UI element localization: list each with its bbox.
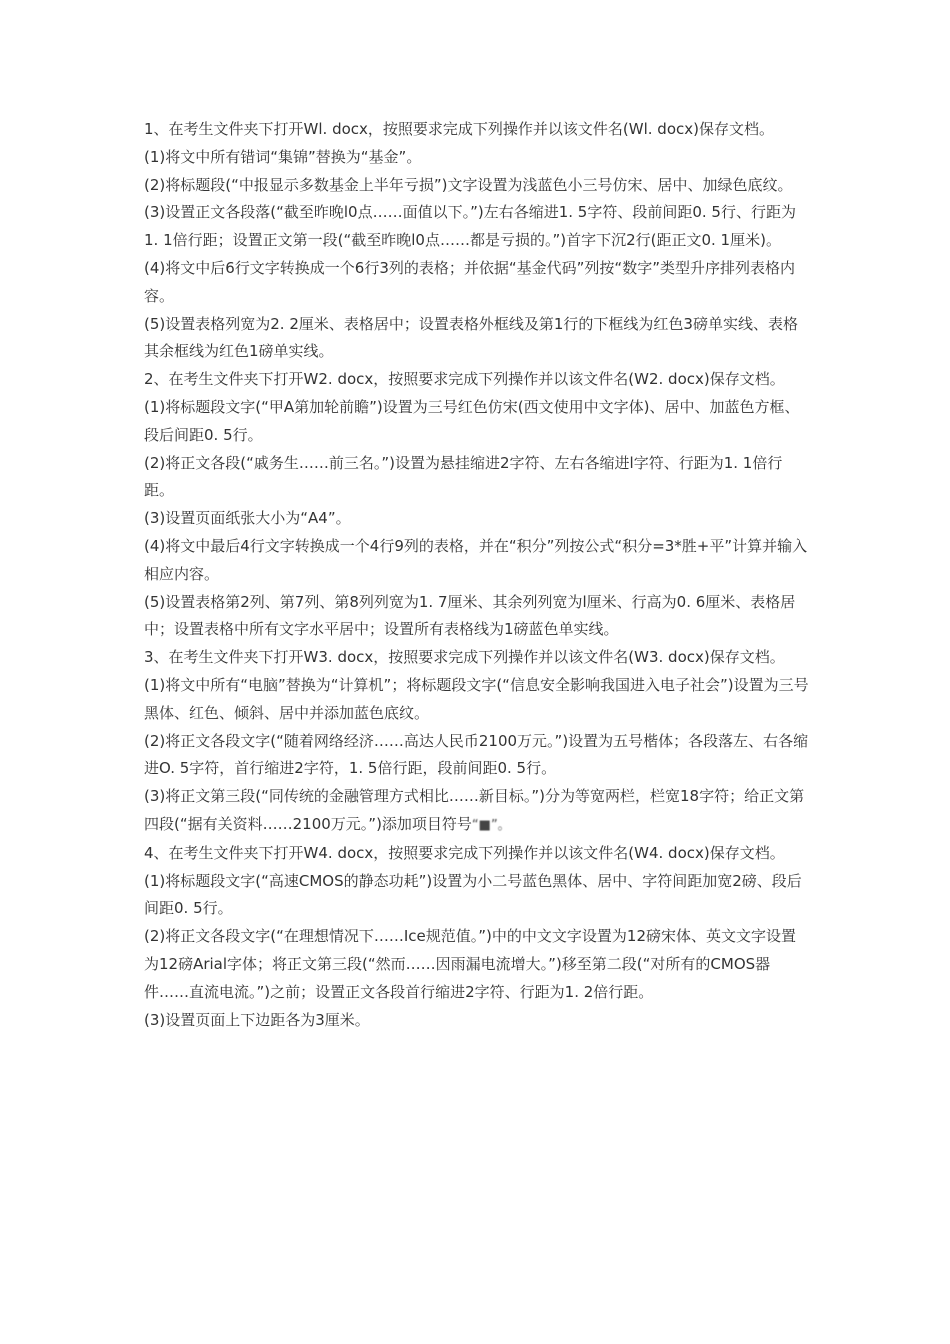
paragraph: (3)设置正文各段落(“截至昨晚l0点……面值以下。”)左右各缩进1. 5字符、段前间距0. 5行、行距为1. 1倍行距；设置正文第一段(“截至昨晚l0点……都是亏损的。”)首字下沉2行(距正文0. 1厘米)。 [144, 203, 796, 250]
paragraph: (3)设置页面上下边距各为3厘米。 [144, 1010, 370, 1029]
paragraph-with-bullet [144, 783, 810, 840]
paragraph: 3、在考生文件夹下打开W3. docx，按照要求完成下列操作并以该文件名(W3. docx)保存文档。 [144, 648, 785, 667]
paragraph: (5)设置表格第2列、第7列、第8列列宽为1. 7厘米、其余列列宽为l厘米、行高为0. 6厘米、表格居中；设置表格中所有文字水平居中；设置所有表格线为1磅蓝色单实线。 [144, 592, 796, 639]
bullet-symbol-icon: “■”。 [471, 817, 511, 833]
paragraph: (5)设置表格列宽为2. 2厘米、表格居中；设置表格外框线及第1行的下框线为红色3磅单实线、表格其余框线为红色1磅单实线。 [144, 314, 798, 361]
paragraph: (1)将标题段文字(“高速CMOS的静态功耗”)设置为小二号蓝色黑体、居中、字符间距加宽2磅、段后间距0. 5行。 [144, 871, 802, 918]
paragraph: (2)将正文各段文字(“随着网络经济……高达人民币2100万元。”)设置为五号楷体；各段落左、右各缩进O. 5字符，首行缩进2字符，1. 5倍行距，段前间距0. 5行。 [144, 731, 809, 778]
paragraph: (2)将标题段(“中报显示多数基金上半年亏损”)文字设置为浅蓝色小三号仿宋、居中、加绿色底纹。 [144, 175, 793, 194]
paragraph: 1、在考生文件夹下打开Wl. docx，按照要求完成下列操作并以该文件名(Wl. docx)保存文档。 [144, 120, 774, 138]
paragraph: (1)将标题段文字(“甲A第加轮前瞻”)设置为三号红色仿宋(西文使用中文字体)、居中、加蓝色方框、段后间距0. 5行。 [144, 397, 800, 444]
paragraph: (3)设置页面纸张大小为“A4”。 [144, 509, 351, 528]
paragraph: 4、在考生文件夹下打开W4. docx，按照要求完成下列操作并以该文件名(W4. docx)保存文档。 [144, 843, 785, 862]
paragraph: (1)将文中所有“电脑”替换为“计算机”；将标题段文字(“信息安全影响我国进入电子社会”)设置为三号黑体、红色、倾斜、居中并添加蓝色底纹。 [144, 675, 809, 722]
document-body [144, 116, 810, 1034]
paragraph-text: (3)将正文第三段(“同传统的金融管理方式相比……新目标。”)分为等宽两栏，栏宽18字符；给正文第四段(“据有关资料……2100万元。”)添加项目符号 [144, 787, 805, 833]
paragraph: (1)将文中所有错词“集锦”替换为“基金”。 [144, 147, 422, 166]
paragraph: 2、在考生文件夹下打开W2. docx，按照要求完成下列操作并以该文件名(W2. docx)保存文档。 [144, 370, 785, 389]
paragraph: (4)将文中最后4行文字转换成一个4行9列的表格，并在“积分”列按公式“积分=3*胜+平”计算并输入相应内容。 [144, 536, 808, 583]
paragraph: (2)将正文各段(“戚务生……前三名。”)设置为悬挂缩进2字符、左右各缩进l字符、行距为1. 1倍行距。 [144, 453, 783, 500]
paragraph: (4)将文中后6行文字转换成一个6行3列的表格；并依据“基金代码”列按“数字”类型升序排列表格内容。 [144, 258, 795, 305]
paragraph: (2)将正文各段文字(“在理想情况下……Ice规范值。”)中的中文文字设置为12磅宋体、英文文字设置为12磅Arial字体；将正文第三段(“然而……因雨漏电流增大。”)移至第二段(“对所有的CMOS器件……直流电流。”)之前；设置正文各段首行缩进2字符、行距为1. 2倍行距。 [144, 927, 796, 1001]
